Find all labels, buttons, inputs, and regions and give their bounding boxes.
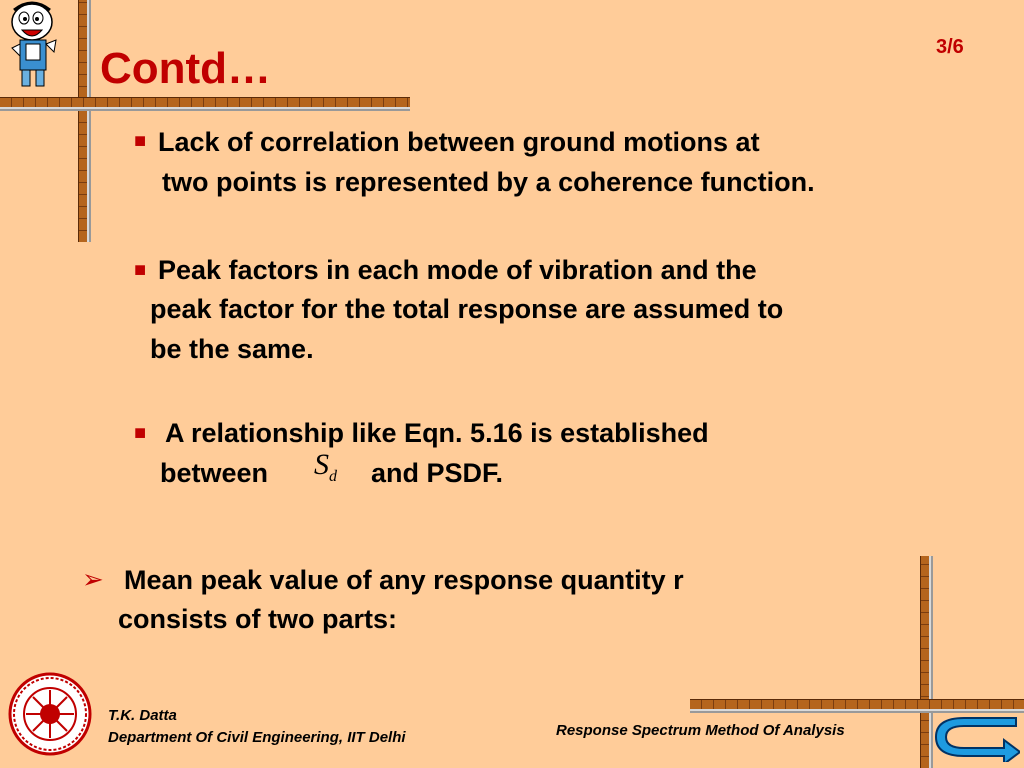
- red-square-bullet-icon: ■: [134, 422, 147, 444]
- sd-symbol-main: S: [314, 448, 329, 481]
- red-square-bullet-icon: ■: [134, 130, 147, 152]
- bullet-2-line-3: be the same.: [150, 334, 314, 364]
- return-arrow-icon[interactable]: [934, 712, 1020, 762]
- footer-department: Department Of Civil Engineering, IIT Delhi: [108, 729, 406, 746]
- page-number: 3/6: [936, 36, 964, 58]
- bullet-3-line-2-suffix: and PSDF.: [371, 458, 504, 488]
- bullet-3-line-1: A relationship like Eqn. 5.16 is established: [165, 418, 709, 448]
- page-title: Contd…: [100, 44, 272, 93]
- bullet-1-line-2: two points is represented by a coherence function.: [162, 167, 815, 197]
- brick-frame-horizontal-bottom: [690, 699, 1024, 711]
- sd-symbol: [314, 448, 337, 486]
- brick-frame-horizontal-top: [0, 97, 410, 109]
- bullet-3-line-2-prefix: between: [160, 458, 269, 488]
- sd-symbol-sub: d: [329, 468, 337, 485]
- bullet-1-line-1: Lack of correlation between ground motions at: [158, 127, 760, 157]
- red-arrow-bullet-icon: ➢: [82, 564, 104, 594]
- footer-author: T.K. Datta: [108, 707, 177, 724]
- bullet-2-line-2: peak factor for the total response are assumed to: [150, 294, 784, 324]
- main-point-line-2: consists of two parts:: [118, 604, 398, 634]
- main-point-line-1: Mean peak value of any response quantity r: [124, 565, 684, 595]
- bullet-2-line-1: Peak factors in each mode of vibration and the: [158, 255, 757, 285]
- brick-frame-vertical-left: [78, 0, 89, 242]
- red-square-bullet-icon: ■: [134, 259, 147, 281]
- cartoon-mascot-icon: [2, 0, 62, 90]
- brick-frame-vertical-right: [920, 556, 931, 768]
- iit-delhi-seal-logo: [8, 672, 92, 756]
- footer-course-title: Response Spectrum Method Of Analysis: [556, 722, 845, 739]
